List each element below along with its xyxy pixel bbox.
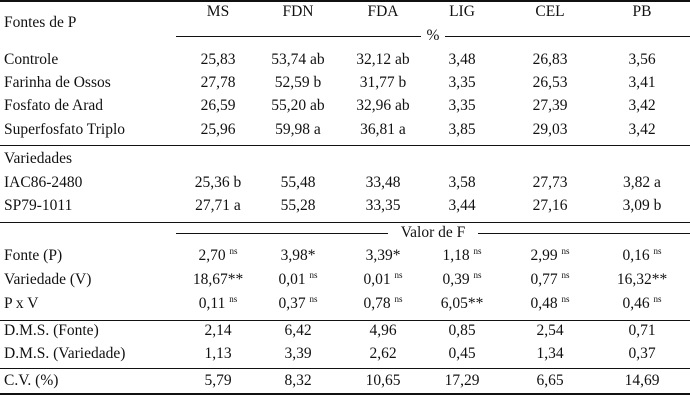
f-value-cell (420, 247, 504, 265)
source-cell: 26,59 (200, 97, 236, 114)
f-value-cell (341, 247, 425, 265)
source-row-label: Farinha de Ossos (4, 74, 111, 91)
f-value: 0,01 (363, 271, 391, 288)
variety-cell: 55,48 (280, 174, 316, 191)
source-cell: 3,42 (628, 97, 656, 114)
f-value-cell (176, 295, 260, 313)
source-cell: 3,35 (448, 97, 476, 114)
f-value: 1,18 (442, 247, 470, 264)
f-value: 0,16 (622, 247, 650, 264)
rule-after-varieties (0, 222, 690, 223)
f-value: 3,39* (365, 247, 401, 264)
variety-row-label: SP79-1011 (4, 197, 73, 214)
dms-cell: 2,14 (204, 322, 232, 339)
dms-row-label: D.M.S. (Fonte) (4, 322, 99, 339)
dms-cell: 0,71 (628, 322, 656, 339)
cv-cell: 14,69 (624, 372, 660, 389)
variety-cell: 3,58 (448, 174, 476, 191)
significance-mark: ns (229, 246, 238, 256)
source-cell: 52,59 b (274, 74, 322, 91)
source-cell: 3,42 (628, 121, 656, 138)
cv-cell: 6,65 (536, 372, 564, 389)
cv-cell: 10,65 (365, 372, 401, 389)
variety-cell: 33,35 (365, 197, 401, 214)
f-value-subheading-rule-right (478, 233, 690, 234)
source-row-label: Fosfato de Arad (4, 97, 104, 114)
source-cell: 32,96 ab (356, 97, 410, 114)
significance-mark: ns (394, 270, 403, 280)
dms-cell: 6,42 (284, 322, 312, 339)
variety-cell: 27,16 (532, 197, 568, 214)
f-value-cell (256, 295, 340, 313)
source-row-label: Controle (4, 51, 59, 68)
source-cell: 27,39 (532, 97, 568, 114)
variety-cell: 3,82 a (623, 174, 661, 191)
f-value-cell (420, 295, 504, 313)
column-header-lig: LIG (449, 3, 475, 20)
f-value: 6,05** (440, 295, 484, 312)
f-value: 0,11 (198, 295, 226, 312)
source-cell: 31,77 b (359, 74, 407, 91)
dms-cell: 0,45 (448, 345, 476, 362)
significance-mark: ns (561, 246, 570, 256)
source-cell: 59,98 a (275, 121, 321, 138)
f-value-cell (600, 247, 684, 265)
column-header-fda: FDA (367, 3, 399, 20)
significance-mark: ns (561, 294, 570, 304)
dms-cell: 1,13 (204, 345, 232, 362)
f-value-cell (600, 271, 684, 289)
rule-after-sources (0, 145, 690, 146)
column-header-fdn: FDN (282, 3, 314, 20)
bottom-rule (0, 393, 690, 395)
source-cell: 3,48 (448, 51, 476, 68)
dms-cell: 2,62 (369, 345, 397, 362)
source-cell: 3,85 (448, 121, 476, 138)
variety-cell: 27,71 a (195, 197, 241, 214)
f-value-cell (256, 247, 340, 265)
f-value: 0,77 (530, 271, 558, 288)
rule-after-dms (0, 368, 690, 369)
source-row-label: Superfosfato Triplo (4, 121, 125, 138)
f-value-cell (256, 271, 340, 289)
source-cell: 25,96 (200, 121, 236, 138)
f-value: 0,46 (622, 295, 650, 312)
cv-cell: 8,32 (284, 372, 312, 389)
f-row-label: Variedade (V) (4, 271, 92, 288)
f-value: 0,39 (442, 271, 470, 288)
column-header-pb: PB (632, 3, 652, 20)
f-value-cell (420, 271, 504, 289)
f-row-label: P x V (4, 295, 39, 312)
dms-cell: 3,39 (284, 345, 312, 362)
cv-cell: 5,79 (204, 372, 232, 389)
f-value-cell (600, 295, 684, 313)
unit-subheading-rule-left (176, 36, 421, 37)
significance-mark: ns (473, 246, 482, 256)
dms-cell: 0,37 (628, 345, 656, 362)
significance-mark: ns (309, 294, 318, 304)
significance-mark: ns (394, 294, 403, 304)
f-value-cell (176, 247, 260, 265)
variety-cell: 25,36 b (194, 174, 242, 191)
rule-after-f-values (0, 320, 690, 321)
column-header-ms: MS (206, 3, 230, 20)
dms-cell: 1,34 (536, 345, 564, 362)
f-value: 18,67** (192, 271, 244, 288)
cv-row-label: C.V. (%) (4, 372, 59, 389)
source-cell: 25,83 (200, 51, 236, 68)
f-value-cell (508, 247, 592, 265)
variety-cell: 33,48 (365, 174, 401, 191)
f-value: 0,01 (278, 271, 306, 288)
source-cell: 26,83 (532, 51, 568, 68)
f-value-cell (341, 295, 425, 313)
f-value: 16,32** (616, 271, 668, 288)
significance-mark: ns (229, 294, 238, 304)
f-value-subheading-rule-left (176, 233, 388, 234)
f-value: 0,78 (363, 295, 391, 312)
dms-cell: 0,85 (448, 322, 476, 339)
row-header-label: Fontes de P (4, 14, 77, 31)
f-value-subheading-label: Valor de F (400, 224, 466, 241)
source-cell: 3,56 (628, 51, 656, 68)
f-value-cell (176, 271, 260, 289)
source-cell: 3,41 (628, 74, 656, 91)
f-value-cell (341, 271, 425, 289)
f-value: 0,37 (278, 295, 306, 312)
variety-cell: 3,44 (448, 197, 476, 214)
source-cell: 29,03 (532, 121, 568, 138)
dms-row-label: D.M.S. (Variedade) (4, 345, 126, 362)
f-value: 2,99 (530, 247, 558, 264)
significance-mark: ns (653, 294, 662, 304)
variety-header-label: Variedades (4, 150, 72, 167)
f-value: 0,48 (530, 295, 558, 312)
significance-mark: ns (473, 270, 482, 280)
unit-subheading-rule-right (445, 36, 690, 37)
source-cell: 53,74 ab (271, 51, 325, 68)
significance-mark: ns (653, 246, 662, 256)
f-value-subheading (176, 224, 690, 242)
unit-subheading (176, 27, 690, 45)
dms-cell: 2,54 (536, 322, 564, 339)
variety-cell: 3,09 b (622, 197, 662, 214)
variety-cell: 55,28 (280, 197, 316, 214)
column-header-cel: CEL (535, 3, 565, 20)
top-rule (0, 0, 690, 2)
variety-cell: 27,73 (532, 174, 568, 191)
f-value: 2,70 (198, 247, 226, 264)
unit-subheading-label: % (426, 27, 440, 44)
source-cell: 55,20 ab (271, 97, 325, 114)
f-row-label: Fonte (P) (4, 247, 63, 264)
source-cell: 26,53 (532, 74, 568, 91)
source-cell: 32,12 ab (356, 51, 410, 68)
source-cell: 36,81 a (360, 121, 406, 138)
f-value-cell (508, 295, 592, 313)
significance-mark: ns (561, 270, 570, 280)
dms-cell: 4,96 (369, 322, 397, 339)
source-cell: 27,78 (200, 74, 236, 91)
f-value: 3,98* (280, 247, 316, 264)
variety-row-label: IAC86-2480 (4, 174, 83, 191)
cv-cell: 17,29 (444, 372, 480, 389)
significance-mark: ns (309, 270, 318, 280)
f-value-cell (508, 271, 592, 289)
source-cell: 3,35 (448, 74, 476, 91)
